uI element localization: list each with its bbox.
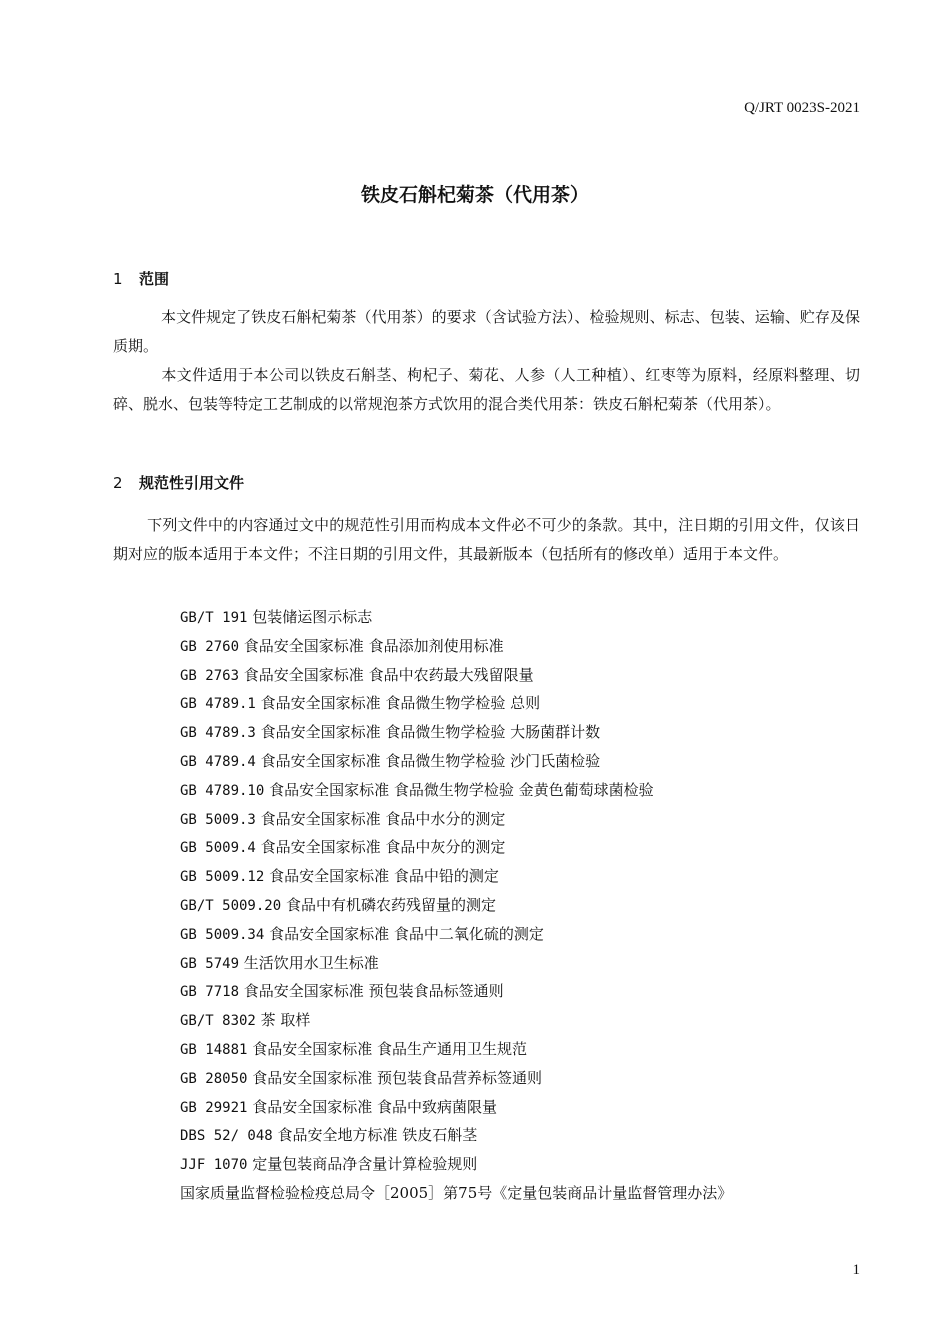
reference-item	[180, 747, 880, 776]
reference-name: 食品安全国家标准 食品中水分的测定	[260, 809, 506, 828]
paragraph-text: 下列文件中的内容通过文中的规范性引用而构成本文件必不可少的条款。其中，注日期的引用文件，仅该日期对应的版本适用于本文件；不注日期的引用文件，其最新版本（包括所有的修改单）适用于本文件。	[113, 516, 860, 563]
reference-code: GB 5009.34	[180, 926, 265, 943]
document-code: Q/JRT 0023S-2021	[744, 100, 860, 116]
reference-code: GB/T 5009.20	[180, 897, 282, 914]
section-title: 范围	[139, 270, 170, 288]
reference-code: GB 4789.4	[180, 753, 256, 770]
reference-item	[180, 689, 880, 718]
reference-name: 食品安全地方标准 铁皮石斛茎	[277, 1126, 478, 1145]
reference-code: GB 4789.3	[180, 725, 256, 742]
reference-code: GB 5749	[180, 955, 240, 972]
reference-code: GB/T 8302	[180, 1013, 256, 1030]
reference-item	[180, 661, 880, 690]
paragraph-text: 本文件适用于本公司以铁皮石斛茎、枸杞子、菊花、人参（人工种植）、红枣等为原料，经原料整理、切碎、脱水、包装等特定工艺制成的以常规泡茶方式饮用的混合类代用茶：铁皮石斛杞菊茶（代用茶）。	[113, 366, 860, 413]
reference-name: 食品安全国家标准 食品中致病菌限量	[252, 1097, 497, 1116]
reference-name: 定量包装商品净含量计算检验规则	[252, 1155, 478, 1174]
reference-name: 食品安全国家标准 食品添加剂使用标准	[243, 636, 504, 655]
section-title: 规范性引用文件	[139, 474, 245, 492]
section-number: 1	[113, 270, 123, 288]
reference-item	[180, 718, 880, 747]
reference-code: GB 29921	[180, 1099, 248, 1116]
reference-name: 食品安全国家标准 食品中二氧化硫的测定	[269, 924, 544, 943]
reference-item	[180, 1064, 880, 1093]
reference-code: GB 5009.12	[180, 869, 265, 886]
references-intro	[113, 511, 860, 569]
reference-name: 茶 取样	[260, 1011, 311, 1030]
scope-paragraph-2	[113, 361, 860, 419]
reference-code: GB 5009.3	[180, 811, 256, 828]
reference-name: 包装储运图示标志	[252, 608, 373, 626]
section-1-heading	[113, 268, 169, 289]
reference-item	[180, 805, 880, 834]
reference-item	[180, 603, 880, 632]
reference-code: GB 5009.4	[180, 840, 256, 857]
reference-code: GB 4789.1	[180, 696, 256, 713]
reference-code: GB 28050	[180, 1070, 248, 1087]
reference-item	[180, 949, 880, 978]
reference-code: GB/T 191	[180, 610, 248, 626]
reference-item	[180, 1006, 880, 1035]
reference-name: 食品安全国家标准 食品中农药最大残留限量	[243, 665, 534, 684]
reference-item	[180, 1121, 880, 1150]
reference-item	[180, 776, 880, 805]
reference-name: 食品安全国家标准 食品微生物学检验 沙门氏菌检验	[260, 751, 601, 770]
page-number: 1	[852, 1262, 860, 1278]
reference-code: JJF 1070	[180, 1157, 248, 1174]
reference-item	[180, 1150, 880, 1179]
document-title: 铁皮石斛杞菊茶（代用茶）	[360, 184, 589, 206]
reference-item	[180, 920, 880, 949]
reference-name: 食品中有机磷农药残留量的测定	[285, 895, 496, 914]
reference-code: GB 4789.10	[180, 782, 265, 799]
paragraph-text: 本文件规定了铁皮石斛杞菊茶（代用茶）的要求（含试验方法）、检验规则、标志、包装、运输、贮存及保质期。	[113, 308, 860, 355]
reference-item	[180, 1179, 880, 1208]
reference-item	[180, 1035, 880, 1064]
reference-item	[180, 977, 880, 1006]
section-number: 2	[113, 474, 123, 492]
reference-item	[180, 632, 880, 661]
reference-item	[180, 1093, 880, 1122]
reference-item	[180, 833, 880, 862]
reference-name: 食品安全国家标准 食品生产通用卫生规范	[252, 1039, 527, 1058]
reference-name: 食品安全国家标准 食品微生物学检验 总则	[260, 694, 541, 713]
reference-name: 食品安全国家标准 食品中铅的测定	[269, 867, 499, 886]
reference-item	[180, 862, 880, 891]
reference-code: GB 2763	[180, 667, 240, 684]
reference-name: 食品安全国家标准 食品中灰分的测定	[260, 838, 506, 857]
reference-code: GB 2760	[180, 638, 240, 655]
reference-name: 食品安全国家标准 预包装食品营养标签通则	[252, 1068, 542, 1087]
section-2-heading	[113, 472, 244, 493]
reference-code: DBS 52/ 048	[180, 1128, 273, 1145]
scope-paragraph-1	[113, 303, 860, 361]
reference-code: GB 14881	[180, 1041, 248, 1058]
reference-name: 食品安全国家标准 食品微生物学检验 金黄色葡萄球菌检验	[269, 780, 654, 799]
reference-name: 国家质量监督检验检疫总局令［2005］第75号《定量包装商品计量监督管理办法》	[180, 1183, 733, 1202]
reference-list	[180, 603, 880, 1208]
reference-code: GB 7718	[180, 984, 240, 1001]
reference-name: 生活饮用水卫生标准	[243, 953, 379, 972]
reference-name: 食品安全国家标准 预包装食品标签通则	[243, 982, 504, 1001]
reference-name: 食品安全国家标准 食品微生物学检验 大肠菌群计数	[260, 723, 601, 742]
reference-item	[180, 891, 880, 920]
